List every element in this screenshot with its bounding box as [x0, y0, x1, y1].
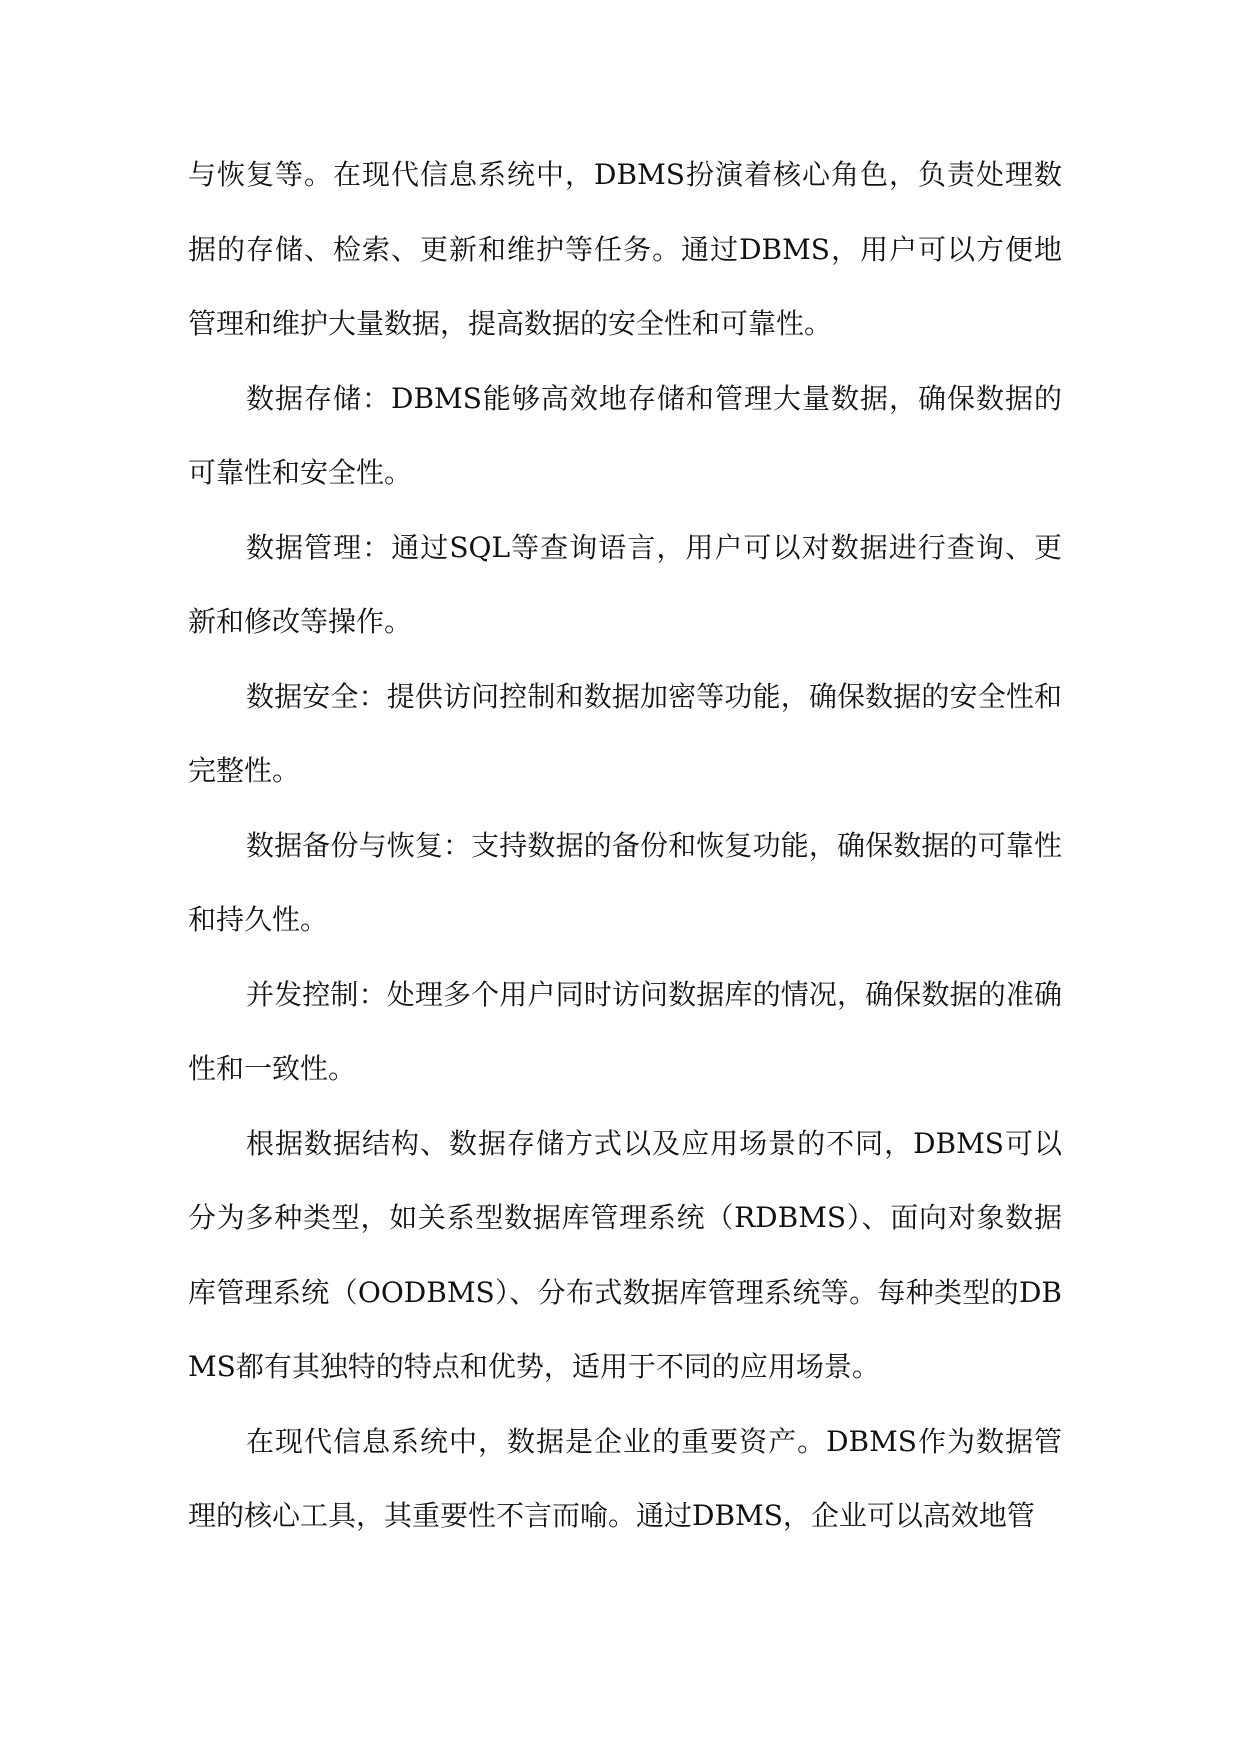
paragraph: 与恢复等。在现代信息系统中，DBMS扮演着核心角色，负责处理数据的存储、检索、更新和维护等任务。通过DBMS，用户可以方便地管理和维护大量数据，提高数据的安全性和可靠性。: [188, 158, 1062, 340]
paragraph: 数据存储：DBMS能够高效地存储和管理大量数据，确保数据的可靠性和安全性。: [188, 381, 1062, 489]
paragraph: 根据数据结构、数据存储方式以及应用场景的不同，DBMS可以分为多种类型，如关系型数据库管理系统（RDBMS）、面向对象数据库管理系统（OODBMS）、分布式数据库管理系统等。每种类型的DBMS都有其独特的特点和优势，适用于不同的应用场景。: [188, 1126, 1062, 1383]
paragraph: 数据备份与恢复：支持数据的备份和恢复功能，确保数据的可靠性和持久性。: [188, 828, 1062, 936]
paragraph: 数据管理：通过SQL等查询语言，用户可以对数据进行查询、更新和修改等操作。: [188, 530, 1062, 638]
paragraph: 并发控制：处理多个用户同时访问数据库的情况，确保数据的准确性和一致性。: [188, 977, 1062, 1085]
paragraph: 在现代信息系统中，数据是企业的重要资产。DBMS作为数据管理的核心工具，其重要性不言而喻。通过DBMS，企业可以高效地管: [188, 1424, 1062, 1532]
paragraph: 数据安全：提供访问控制和数据加密等功能，确保数据的安全性和完整性。: [188, 679, 1062, 787]
document-body: [188, 138, 1062, 1554]
